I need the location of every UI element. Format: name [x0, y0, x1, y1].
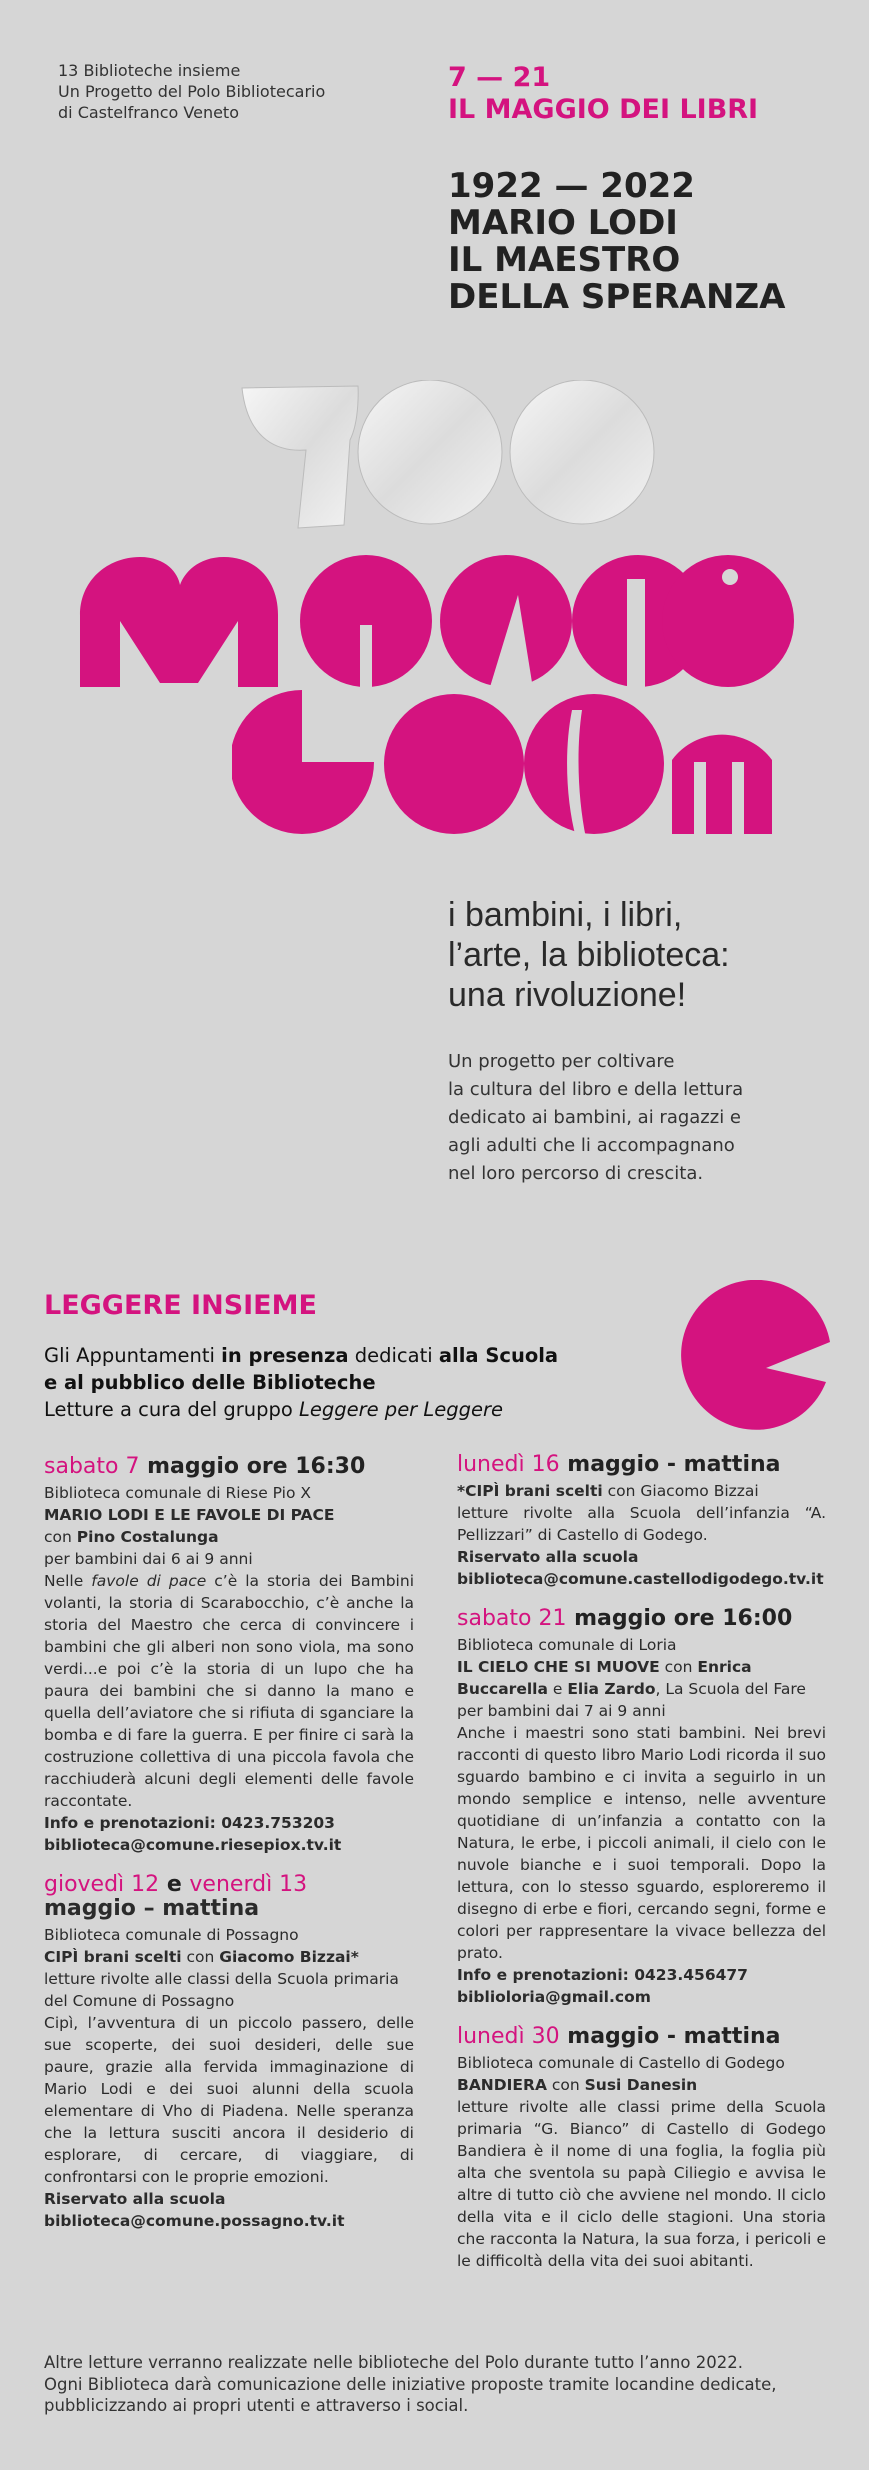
- headline-line: IL MAESTRO: [448, 240, 681, 280]
- event-1-performer: con Pino Costalunga: [44, 1528, 219, 1546]
- event-4-info: Info e prenotazioni: 0423.456477: [457, 1966, 748, 1984]
- festival-title: [448, 62, 758, 126]
- digit-zero-shape: [510, 380, 654, 524]
- footer-line: pubblicizzando ai propri utenti e attraverso i social.: [44, 2396, 469, 2415]
- section-lead: [44, 1342, 558, 1423]
- event-4: [457, 1604, 826, 2008]
- event-2-venue: Biblioteca comunale di Possagno: [44, 1926, 299, 1944]
- event-1-audience: per bambini dai 6 ai 9 anni: [44, 1550, 253, 1568]
- events-right-column: [457, 1450, 826, 2272]
- event-4-title: IL CIELO CHE SI MUOVE con Enrica Buccarella e Elia Zardo, La Scuola del Fare: [457, 1658, 806, 1698]
- event-3-title: *CIPÌ brani scelti con Giacomo Bizzai: [457, 1482, 759, 1500]
- org-line: di Castelfranco Veneto: [58, 103, 239, 122]
- event-3-date: lunedì 16 maggio - mattina: [457, 1452, 781, 1477]
- footer-note: [44, 2352, 834, 2417]
- headline-line: 1922 — 2022: [448, 166, 695, 206]
- event-2-date: giovedì 12 e venerdì 13: [44, 1872, 308, 1897]
- event-3: [457, 1450, 826, 1590]
- event-1-info: Info e prenotazioni: 0423.753203: [44, 1814, 335, 1832]
- tagline-line: una rivoluzione!: [448, 976, 687, 1014]
- letter-i-shape: [672, 735, 772, 834]
- event-2-time: maggio – mattina: [44, 1896, 260, 1921]
- event-1-email[interactable]: biblioteca@comune.riesepiox.tv.it: [44, 1836, 342, 1854]
- lead-line-1: Gli Appuntamenti in presenza dedicati alla Scuola: [44, 1344, 559, 1367]
- footer-line: Altre letture verranno realizzate nelle biblioteche del Polo durante tutto l’anno 2022.: [44, 2353, 743, 2372]
- headline-line: DELLA SPERANZA: [448, 277, 786, 317]
- event-2-description: Cipì, l’avventura di un piccolo passero, delle sue scoperte, dei suoi desideri, delle sue paure, grazie alla fervida immaginazione di Mario Lodi e dei suoi alunni della scuola elementare di Vho di Piadena. Nelle speranza che la lettura susciti ancora il desiderio di esplorare, di cercare, di viaggiare, di confrontarsi con le proprie emozioni.: [44, 2014, 414, 2186]
- tagline: [448, 895, 730, 1015]
- tagline-line: i bambini, i libri,: [448, 896, 683, 934]
- lead-line-2: e al pubblico delle Biblioteche: [44, 1371, 376, 1394]
- footer-line: Ogni Biblioteca darà comunicazione delle iniziative proposte tramite locandine dedicate,: [44, 2374, 777, 2394]
- event-3-reserved: Riservato alla scuola: [457, 1548, 639, 1566]
- event-4-audience: per bambini dai 7 ai 9 anni: [457, 1702, 666, 1720]
- digit-one-shape: [242, 386, 358, 528]
- event-3-description: letture rivolte alla Scuola dell’infanzia “A. Pellizzari” di Castello di Godego.: [457, 1504, 826, 1544]
- festival-name: IL MAGGIO DEI LIBRI: [448, 94, 759, 125]
- intro-line: Un progetto per coltivare: [448, 1051, 675, 1072]
- event-5-venue: Biblioteca comunale di Castello di Godego: [457, 2054, 785, 2072]
- intro-line: agli adulti che li accompagnano: [448, 1135, 735, 1156]
- pacman-shape: [680, 1280, 840, 1430]
- event-5-description: letture rivolte alle classi prime della Scuola primaria “G. Bianco” di Castello di Godego Bandiera è il nome di una foglia, la foglia più alta che sventola su papà Ciliegio e avvisa le altre di tutto ciò che avviene nel mondo. Il ciclo della vita e il ciclo delle stagioni. Una storia che racconta la Natura, la sua forza, i pericoli e le difficoltà della vita dei suoi abitanti.: [457, 2098, 826, 2270]
- org-line: 13 Biblioteche insieme: [58, 61, 241, 80]
- event-4-description: Anche i maestri sono stati bambini. Nei brevi racconti di questo libro Mario Lodi ricorda il suo sguardo bambino e ci invita a seguirlo in un mondo semplice e intenso, nelle avventure quotidiane di un’infanzia a contatto con la Natura, le erbe, i piccoli animali, il cielo con le nuvole bianche e i suoi temporali. Dopo la lettura, con lo stesso sguardo, esploreremo il disegno di erbe e fiori, cercando segni, forme e colori per rappresentare la vivace bellezza del prato.: [457, 1724, 826, 1962]
- events-left-column: [44, 1452, 414, 2232]
- event-2-audience: letture rivolte alle classi della Scuola primaria del Comune di Possagno: [44, 1970, 399, 2010]
- event-5-date: lunedì 30 maggio - mattina: [457, 2024, 781, 2049]
- headline: [448, 168, 785, 316]
- festival-dates: 7 — 21: [448, 62, 551, 93]
- event-5: [457, 2022, 826, 2272]
- event-2-title: CIPÌ brani scelti con Giacomo Bizzai*: [44, 1948, 359, 1966]
- event-1-date: sabato 7 maggio ore 16:30: [44, 1454, 366, 1479]
- digit-zero-shape: [358, 380, 502, 524]
- org-line: Un Progetto del Polo Bibliotecario: [58, 82, 326, 101]
- artwork-lodi: [232, 690, 772, 840]
- event-2: [44, 1870, 414, 2232]
- event-3-email[interactable]: biblioteca@comune.castellodigodego.tv.it: [457, 1570, 824, 1588]
- intro-line: dedicato ai bambini, ai ragazzi e: [448, 1107, 742, 1128]
- intro-line: nel loro percorso di crescita.: [448, 1163, 704, 1184]
- event-1: [44, 1452, 414, 1856]
- intro-text: [448, 1048, 743, 1188]
- event-4-venue: Biblioteca comunale di Loria: [457, 1636, 677, 1654]
- intro-line: la cultura del libro e della lettura: [448, 1079, 744, 1100]
- letter-l-shape: [232, 690, 374, 834]
- artwork-mario: [78, 555, 798, 695]
- letter-d-shape: [524, 694, 664, 834]
- artwork-100: [240, 380, 660, 530]
- section-title: LEGGERE INSIEME: [44, 1290, 317, 1321]
- event-4-date: sabato 21 maggio ore 16:00: [457, 1606, 793, 1631]
- event-4-email[interactable]: biblioloria@gmail.com: [457, 1988, 651, 2006]
- event-5-title: BANDIERA con Susi Danesin: [457, 2076, 698, 2094]
- headline-line: MARIO LODI: [448, 203, 678, 243]
- letter-m-shape: [80, 557, 278, 687]
- organizer-text: [58, 60, 325, 123]
- event-1-venue: Biblioteca comunale di Riese Pio X: [44, 1484, 312, 1502]
- event-2-email[interactable]: biblioteca@comune.possagno.tv.it: [44, 2212, 345, 2230]
- letter-o-shape: [384, 694, 524, 834]
- event-2-reserved: Riservato alla scuola: [44, 2190, 226, 2208]
- event-1-title: MARIO LODI E LE FAVOLE DI PACE: [44, 1506, 335, 1524]
- tagline-line: l’arte, la biblioteca:: [448, 936, 730, 974]
- event-1-description: Nelle favole di pace c’è la storia dei Bambini volanti, la storia di Scarabocchio, c’è anche la storia del Maestro che cerca di convincere i bambini che gli alberi non sono viola, ma sono verdi...e poi c’è la storia di un lupo che ha paura dei bambini che si danno la mano e quella dell’aviatore che si rifiuta di sganciare la bomba e di fare la guerra. E per finire ci sarà la costruzione collettiva di una piccola favola che racchiuderà alcuni degli elementi delle favole raccontate.: [44, 1572, 414, 1810]
- lead-line-3: Letture a cura del gruppo Leggere per Leggere: [44, 1398, 504, 1421]
